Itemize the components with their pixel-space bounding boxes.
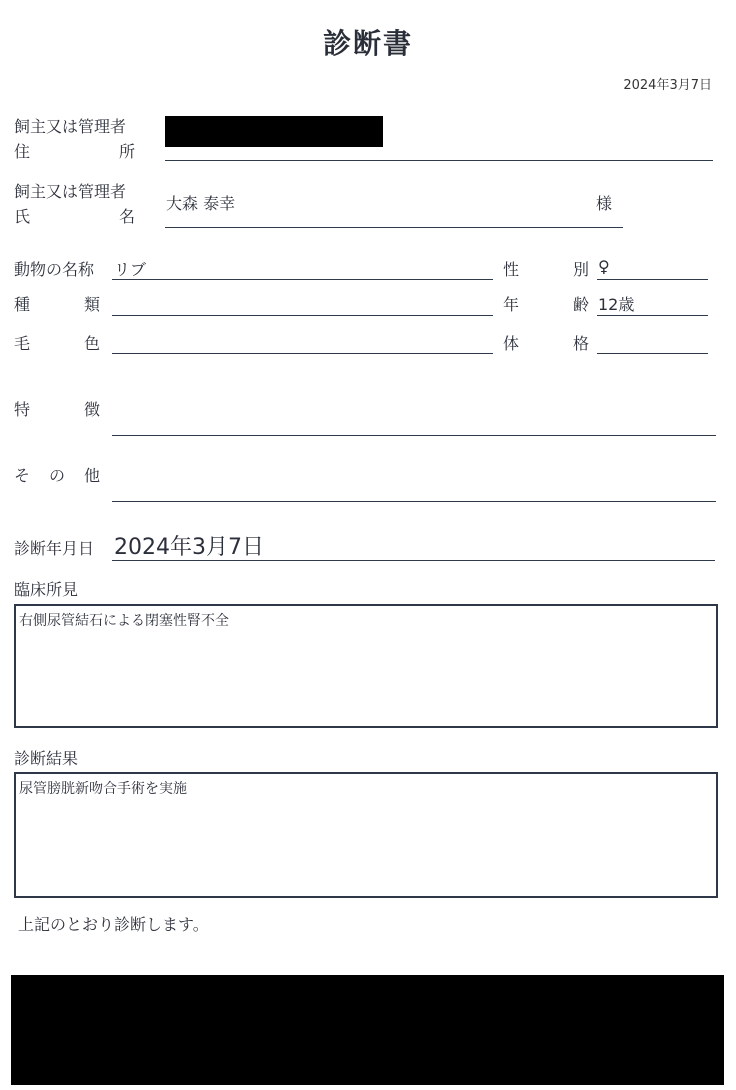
species-label: [14, 292, 100, 315]
species-underline: [112, 315, 493, 316]
document-title: 診断書: [322, 27, 413, 60]
build-label: [503, 331, 589, 354]
age-underline: [597, 315, 708, 316]
clinical-findings-label: 臨床所見: [14, 580, 79, 599]
diagnosis-result-box: [14, 772, 718, 898]
owner-address-label-line2: [14, 139, 135, 162]
features-underline: [112, 435, 716, 436]
coat-label-char-1: 毛: [14, 334, 31, 353]
diagnosis-result-label: 診断結果: [14, 749, 79, 768]
closing-statement: 上記のとおり診断します。: [18, 915, 209, 934]
other-label-char-1: そ: [14, 466, 31, 485]
animal-name-label: 動物の名称: [14, 260, 95, 279]
age-label-char-1: 年: [503, 295, 520, 314]
clinical-findings-box: [14, 604, 718, 728]
sex-label-char-2: 別: [572, 260, 589, 279]
animal-name-underline: [112, 279, 493, 280]
diagnosis-date-value: 2024年3月7日: [114, 535, 264, 560]
issue-date: 2024年3月7日: [623, 78, 712, 93]
other-underline: [112, 501, 716, 502]
age-value: 12歳: [598, 295, 635, 314]
owner-name-label-line2: [14, 204, 135, 227]
owner-name-value: 大森 泰幸: [166, 194, 236, 213]
species-label-char-1: 種: [14, 295, 31, 314]
features-label: [14, 397, 100, 420]
coat-color-underline: [112, 353, 493, 354]
honorific: 様: [596, 194, 613, 213]
build-label-char-1: 体: [503, 334, 520, 353]
coat-color-label: [14, 331, 100, 354]
clinical-findings-text: 右側尿管結石による閉塞性腎不全: [19, 613, 229, 629]
coat-label-char-2: 色: [83, 334, 100, 353]
sex-label: [503, 257, 589, 280]
age-label-char-2: 齢: [572, 295, 589, 314]
diagnosis-date-label: 診断年月日: [14, 539, 95, 558]
address-label-char-2: 所: [118, 142, 135, 161]
other-label: [14, 463, 100, 486]
name-label-char-2: 名: [118, 207, 135, 226]
sex-value: ♀: [598, 257, 610, 276]
other-label-char-2: の: [48, 466, 65, 485]
address-label-char-1: 住: [14, 142, 31, 161]
animal-name-value: リブ: [114, 260, 147, 279]
address-underline: [165, 160, 713, 161]
sex-label-char-1: 性: [503, 260, 520, 279]
species-label-char-2: 類: [83, 295, 100, 314]
features-label-char-2: 徴: [83, 400, 100, 419]
redacted-address: [165, 116, 383, 147]
owner-name-underline: [165, 227, 623, 228]
owner-address-label-line1: 飼主又は管理者: [14, 117, 127, 136]
build-label-char-2: 格: [572, 334, 589, 353]
name-label-char-1: 氏: [14, 207, 31, 226]
redacted-clinic-block: [11, 975, 724, 1085]
build-underline: [597, 353, 708, 354]
owner-name-label-line1: 飼主又は管理者: [14, 182, 127, 201]
other-label-char-3: 他: [83, 466, 100, 485]
age-label: [503, 292, 589, 315]
diagnosis-result-text: 尿管膀胱新吻合手術を実施: [19, 781, 187, 797]
sex-underline: [597, 279, 708, 280]
features-label-char-1: 特: [14, 400, 31, 419]
diagnosis-date-underline: [112, 560, 715, 561]
